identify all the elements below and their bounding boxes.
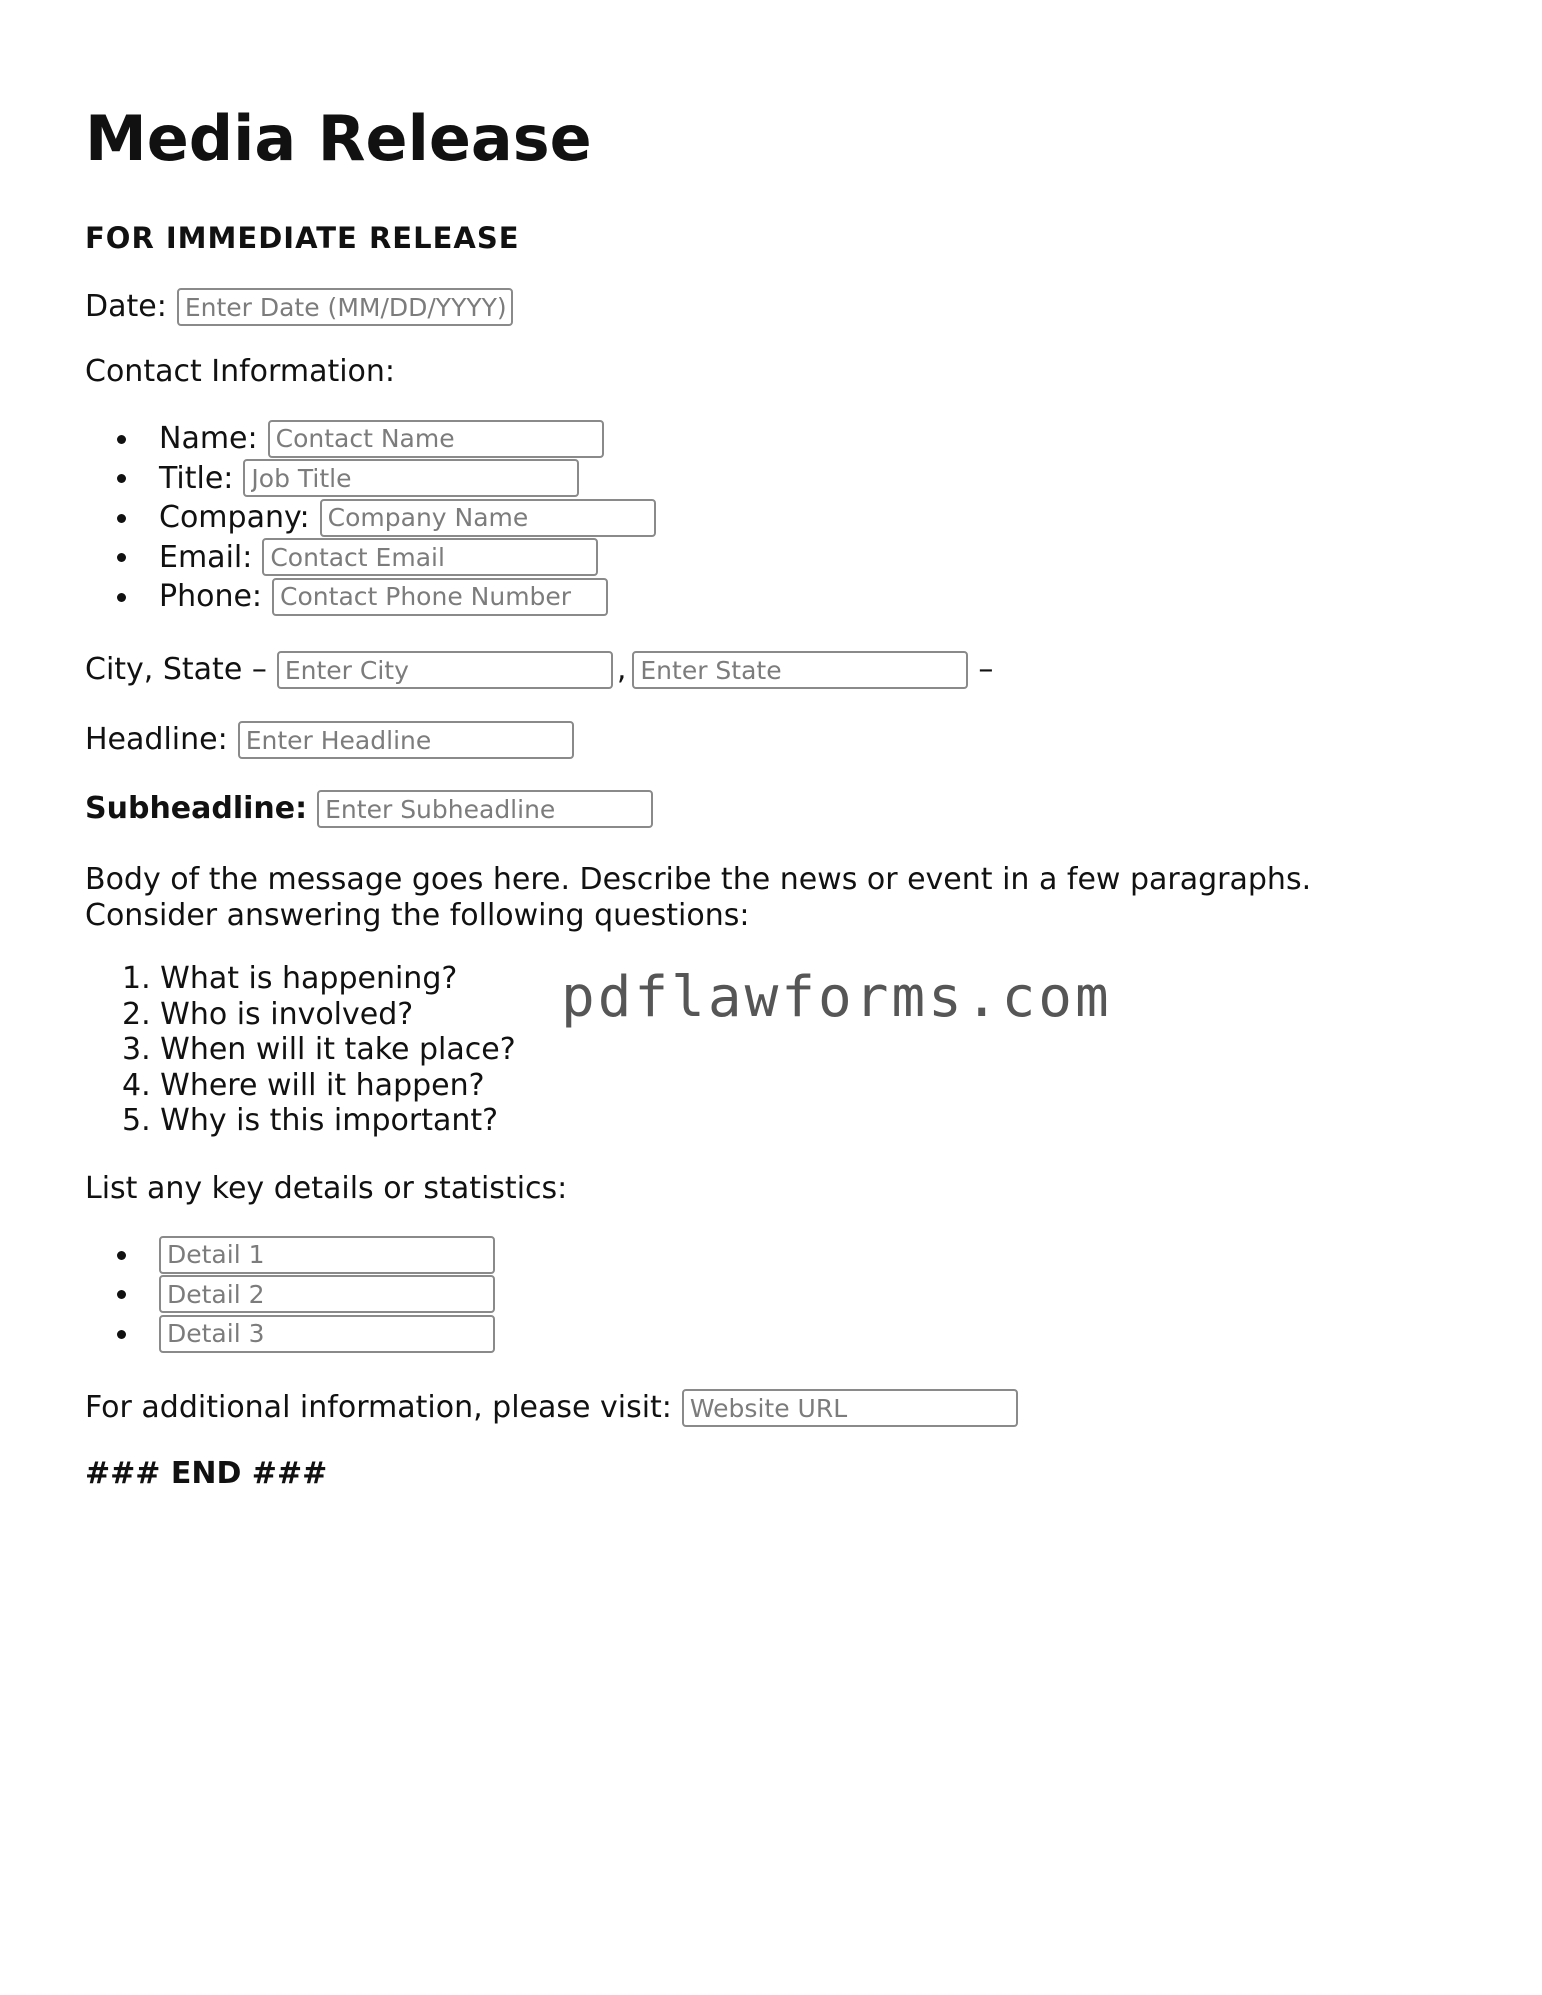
- watermark: pdflawforms.com: [561, 965, 1112, 1030]
- contact-phone-label: Phone:: [159, 579, 263, 615]
- list-item: [159, 1314, 495, 1354]
- list-item: 4. Where will it happen?: [122, 1067, 485, 1103]
- list-item: [159, 1275, 495, 1315]
- details-list: [85, 1235, 495, 1354]
- more-info-row: [85, 1389, 1018, 1427]
- contact-email-input[interactable]: [262, 538, 598, 576]
- list-item: 3. When will it take place?: [122, 1032, 516, 1067]
- contact-title-input[interactable]: [243, 459, 579, 497]
- list-item: [159, 1235, 495, 1275]
- contact-company-input[interactable]: [320, 499, 656, 537]
- list-item: 1. What is happening?: [122, 961, 458, 996]
- contact-name-label: Name:: [159, 421, 258, 457]
- website-url-input[interactable]: [682, 1389, 1018, 1427]
- list-item: 5. Why is this important?: [122, 1103, 499, 1138]
- more-info-label: For additional information, please visit:: [85, 1390, 672, 1425]
- list-item: [159, 419, 656, 459]
- document-title: Media Release: [85, 102, 592, 175]
- location-label: City, State –: [85, 652, 267, 687]
- detail-2-input[interactable]: [159, 1275, 495, 1313]
- location-comma: ,: [616, 652, 627, 687]
- details-heading: List any key details or statistics:: [85, 1171, 568, 1206]
- location-dash: –: [978, 652, 994, 687]
- body-line-1: Body of the message goes here. Describe the news or event in a few paragraphs.: [85, 862, 1312, 897]
- date-row: [85, 288, 513, 326]
- body-paragraph: [85, 862, 1405, 934]
- list-item: [159, 577, 656, 617]
- contact-company-label: Company:: [159, 500, 310, 536]
- list-item: [159, 538, 656, 578]
- subheadline-label: Subheadline:: [85, 791, 308, 826]
- city-input[interactable]: [277, 651, 613, 689]
- contact-list: [85, 419, 656, 617]
- date-input[interactable]: [177, 288, 513, 326]
- headline-row: [85, 721, 574, 759]
- state-input[interactable]: [632, 651, 968, 689]
- list-item: [159, 498, 656, 538]
- contact-phone-input[interactable]: [272, 578, 608, 616]
- contact-name-input[interactable]: [268, 420, 604, 458]
- detail-1-input[interactable]: [159, 1236, 495, 1274]
- headline-label: Headline:: [85, 722, 228, 757]
- body-line-2: Consider answering the following questions:: [85, 898, 750, 933]
- questions-list: [85, 961, 516, 1139]
- subheadline-row: [85, 790, 653, 828]
- contact-title-label: Title:: [159, 460, 234, 496]
- headline-input[interactable]: [238, 721, 574, 759]
- contact-email-label: Email:: [159, 539, 253, 575]
- location-row: [85, 651, 993, 689]
- contact-heading: Contact Information:: [85, 354, 396, 389]
- detail-3-input[interactable]: [159, 1315, 495, 1353]
- subheadline-input[interactable]: [317, 790, 653, 828]
- date-label: Date:: [85, 289, 167, 324]
- list-item: [159, 459, 656, 499]
- release-notice: FOR IMMEDIATE RELEASE: [85, 221, 520, 255]
- end-marker: ### END ###: [85, 1456, 328, 1491]
- list-item: 2. Who is involved?: [122, 996, 414, 1032]
